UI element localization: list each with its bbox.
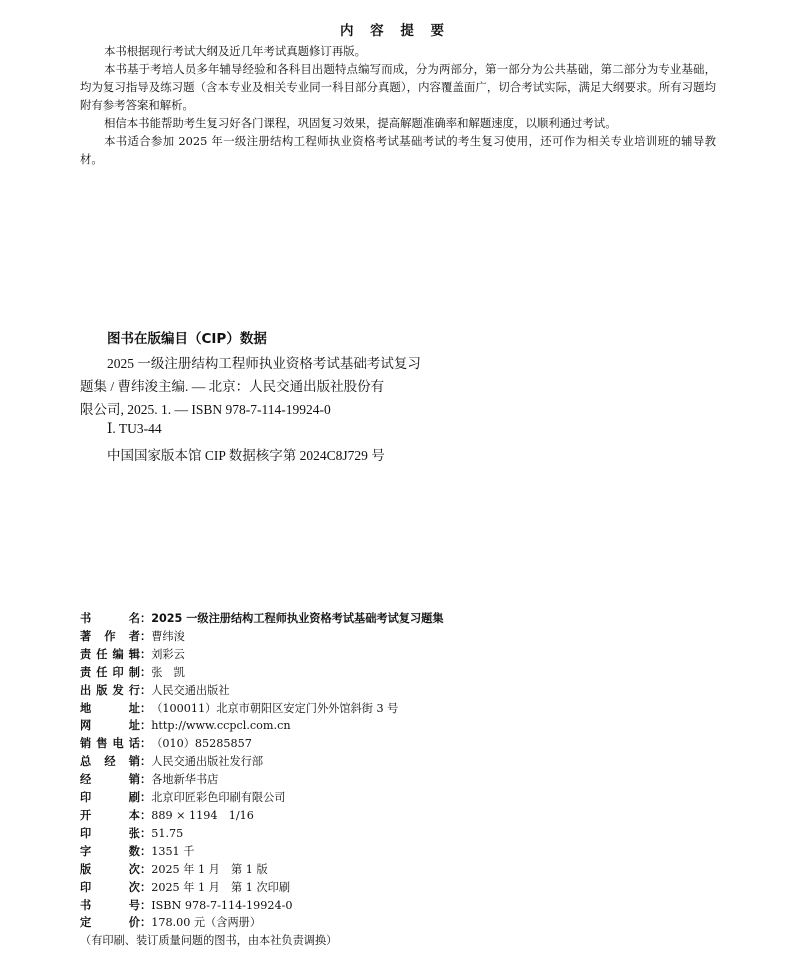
- summary-title: 内 容 提 要: [339, 23, 451, 39]
- colophon-row: [80, 664, 740, 682]
- colophon-value: 2025 年 1 月 第 1 次印刷: [151, 880, 291, 894]
- colophon-colon: ：: [140, 737, 152, 751]
- cip-classification: Ⅰ. TU3-44: [107, 421, 162, 436]
- colophon-colon: ：: [140, 719, 152, 733]
- colophon-row: [80, 843, 740, 861]
- colophon-label: 地 址: [80, 701, 140, 715]
- colophon-label: 开 本: [80, 808, 140, 822]
- colophon-label: 定 价: [80, 916, 140, 930]
- colophon: [80, 610, 740, 950]
- colophon-colon: ：: [140, 647, 152, 661]
- colophon-row: [80, 914, 740, 932]
- colophon-label: 字 数: [80, 844, 140, 858]
- cip-line: 限公司, 2025. 1. — ISBN 978-7-114-19924-0: [80, 402, 331, 417]
- colophon-colon: ：: [140, 826, 152, 840]
- colophon-colon: ：: [140, 898, 152, 912]
- colophon-colon: ：: [140, 808, 152, 822]
- colophon-value: ISBN 978-7-114-19924-0: [151, 898, 293, 912]
- colophon-colon: ：: [140, 612, 152, 625]
- colophon-value: http://www.ccpcl.com.cn: [151, 719, 291, 733]
- colophon-value: 178.00 元（含两册）: [151, 916, 262, 930]
- colophon-label: 责 任 编 辑: [80, 647, 140, 661]
- colophon-row: [80, 789, 740, 807]
- cip-line: 2025 一级注册结构工程师执业资格考试基础考试复习: [107, 356, 421, 371]
- colophon-label: 经 销: [80, 773, 140, 787]
- colophon-value: 2025 一级注册结构工程师执业资格考试基础考试复习题集: [151, 612, 444, 625]
- colophon-row: [80, 879, 740, 897]
- colophon-row: [80, 717, 740, 735]
- cip-title: 图书在版编目（CIP）数据: [107, 331, 267, 347]
- colophon-colon: ：: [140, 862, 152, 876]
- summary-paragraph: 本书根据现行考试大纲及近几年考试真题修订再版。: [104, 44, 366, 58]
- colophon-value: 刘彩云: [151, 647, 185, 661]
- colophon-value: 人民交通出版社: [151, 683, 230, 697]
- colophon-value: 北京印匠彩色印刷有限公司: [151, 791, 286, 805]
- colophon-colon: ：: [140, 880, 152, 894]
- colophon-row: [80, 753, 740, 771]
- colophon-row: [80, 771, 740, 789]
- colophon-value: 889 × 1194 1/16: [151, 808, 254, 822]
- colophon-rows: [80, 610, 740, 932]
- colophon-row: [80, 897, 740, 915]
- colophon-label: 书 名: [80, 612, 140, 625]
- colophon-label: 出 版 发 行: [80, 683, 140, 697]
- colophon-row: [80, 825, 740, 843]
- colophon-label: 著 作 者: [80, 629, 140, 643]
- colophon-colon: ：: [140, 701, 152, 715]
- colophon-value: 各地新华书店: [151, 773, 219, 787]
- colophon-row: [80, 700, 740, 718]
- colophon-row: [80, 682, 740, 700]
- colophon-label: 责 任 印 制: [80, 665, 140, 679]
- colophon-colon: ：: [140, 665, 152, 679]
- colophon-row: [80, 861, 740, 879]
- colophon-colon: ：: [140, 844, 152, 858]
- colophon-value: 张 凯: [151, 665, 185, 679]
- colophon-label: 印 刷: [80, 791, 140, 805]
- colophon-value: 曹纬浚: [151, 629, 185, 643]
- colophon-label: 印 张: [80, 826, 140, 840]
- colophon-row: [80, 628, 740, 646]
- colophon-label: 销 售 电 话: [80, 737, 140, 751]
- colophon-colon: ：: [140, 791, 152, 805]
- summary-paragraph: 相信本书能帮助考生复习好各门课程，巩固复习效果，提高解题准确率和解题速度，以顺利通过考试。: [104, 116, 617, 130]
- colophon-colon: ：: [140, 629, 152, 643]
- summary-paragraph: 本书适合参加 2025 年一级注册结构工程师执业资格考试基础考试的考生复习使用，还可作为相关专业培训班的辅导教材。: [80, 134, 716, 166]
- colophon-value: 51.75: [151, 826, 184, 840]
- colophon-value: 1351 千: [151, 844, 195, 858]
- cip-line: 题集 / 曹纬浚主编. — 北京：人民交通出版社股份有: [80, 379, 385, 394]
- colophon-row: [80, 807, 740, 825]
- colophon-colon: ：: [140, 755, 152, 769]
- colophon-colon: ：: [140, 916, 152, 930]
- colophon-label: 版 次: [80, 862, 140, 876]
- colophon-colon: ：: [140, 773, 152, 787]
- cip-record-number: 中国国家版本馆 CIP 数据核字第 2024C8J729 号: [107, 448, 385, 463]
- summary-body: [80, 42, 716, 168]
- colophon-label: 网 址: [80, 719, 140, 733]
- colophon-footnote: （有印刷、装订质量问题的图书，由本社负责调换）: [80, 934, 338, 948]
- colophon-row: [80, 610, 740, 628]
- colophon-colon: ：: [140, 683, 152, 697]
- colophon-value: （010）85285857: [151, 737, 252, 751]
- colophon-row: [80, 735, 740, 753]
- summary-paragraph: 本书基于考培人员多年辅导经验和各科目出题特点编写而成，分为两部分，第一部分为公共基础，第二部分为专业基础，均为复习指导及练习题（含本专业及相关专业同一科目部分真题），内容覆盖面广，切合考试实际，满足大纲要求。所有习题均附有参考答案和解析。: [80, 62, 716, 112]
- colophon-value: 人民交通出版社发行部: [151, 755, 264, 769]
- colophon-row: [80, 646, 740, 664]
- colophon-label: 书 号: [80, 898, 140, 912]
- colophon-label: 总 经 销: [80, 755, 140, 769]
- colophon-label: 印 次: [80, 880, 140, 894]
- colophon-value: 2025 年 1 月 第 1 版: [151, 862, 268, 876]
- colophon-value: （100011）北京市朝阳区安定门外外馆斜街 3 号: [151, 701, 399, 715]
